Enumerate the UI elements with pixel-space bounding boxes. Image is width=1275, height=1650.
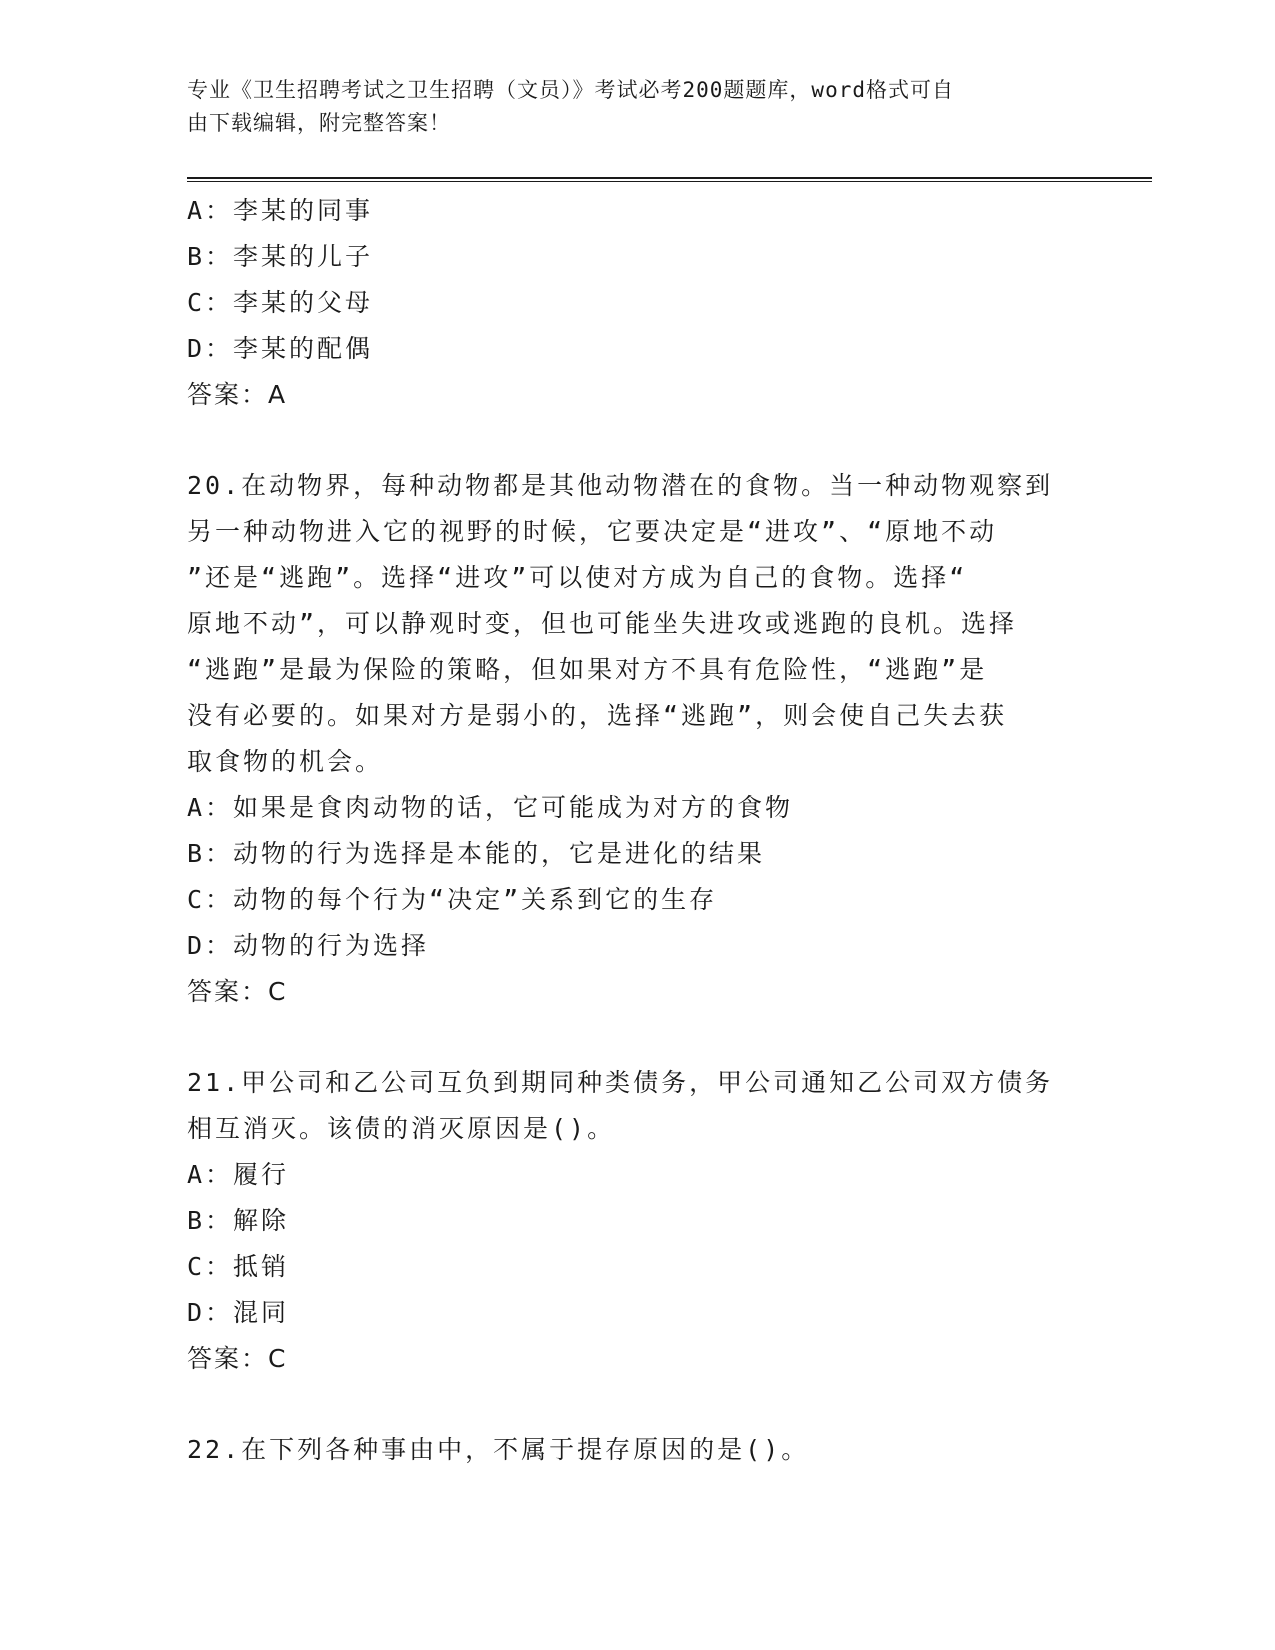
question-text-line: 另一种动物进入它的视野的时候，它要决定是“进攻”、“原地不动 <box>187 517 998 546</box>
question-text-line: “逃跑”是最为保险的策略，但如果对方不具有危险性，“逃跑”是 <box>187 655 988 684</box>
header-line-1: 专业《卫生招聘考试之卫生招聘（文员）》考试必考200题题库，word格式可自 <box>187 78 954 102</box>
question-text-line: 21.甲公司和乙公司互负到期同种类债务，甲公司通知乙公司双方债务 <box>187 1068 1054 1097</box>
option-b: B：李某的儿子 <box>187 242 374 271</box>
option-a: A：履行 <box>187 1160 290 1189</box>
question-text-line: 相互消灭。该债的消灭原因是()。 <box>187 1114 616 1143</box>
option-a: A：如果是食肉动物的话，它可能成为对方的食物 <box>187 793 794 822</box>
answer: 答案：C <box>187 1344 288 1373</box>
document-header <box>187 74 1067 140</box>
question-text-line: ”还是“逃跑”。选择“进攻”可以使对方成为自己的食物。选择“ <box>187 563 968 592</box>
spacer <box>187 1015 1087 1060</box>
option-b: B：动物的行为选择是本能的，它是进化的结果 <box>187 839 766 868</box>
header-divider <box>187 177 1152 182</box>
question-22 <box>187 1427 1087 1473</box>
question-21 <box>187 1060 1087 1382</box>
question-text-line: 22.在下列各种事由中，不属于提存原因的是()。 <box>187 1435 810 1464</box>
option-c: C：动物的每个行为“决定”关系到它的生存 <box>187 885 718 914</box>
option-a: A：李某的同事 <box>187 196 374 225</box>
question-19 <box>187 188 1087 418</box>
spacer <box>187 1382 1087 1427</box>
option-d: D：李某的配偶 <box>187 334 374 363</box>
answer: 答案：C <box>187 977 288 1006</box>
option-c: C：抵销 <box>187 1252 290 1281</box>
option-c: C：李某的父母 <box>187 288 374 317</box>
answer: 答案：A <box>187 380 288 409</box>
question-text-line: 20.在动物界，每种动物都是其他动物潜在的食物。当一种动物观察到 <box>187 471 1054 500</box>
option-b: B：解除 <box>187 1206 290 1235</box>
question-text-line: 取食物的机会。 <box>187 747 384 776</box>
question-list <box>187 188 1087 1473</box>
option-d: D：动物的行为选择 <box>187 931 430 960</box>
question-text-line: 没有必要的。如果对方是弱小的，选择“逃跑”，则会使自己失去获 <box>187 701 1008 730</box>
question-text-line: 原地不动”，可以静观时变，但也可能坐失进攻或逃跑的良机。选择 <box>187 609 1018 638</box>
spacer <box>187 418 1087 463</box>
option-d: D：混同 <box>187 1298 290 1327</box>
question-20 <box>187 463 1087 1015</box>
header-line-2: 由下载编辑，附完整答案！ <box>187 111 451 135</box>
